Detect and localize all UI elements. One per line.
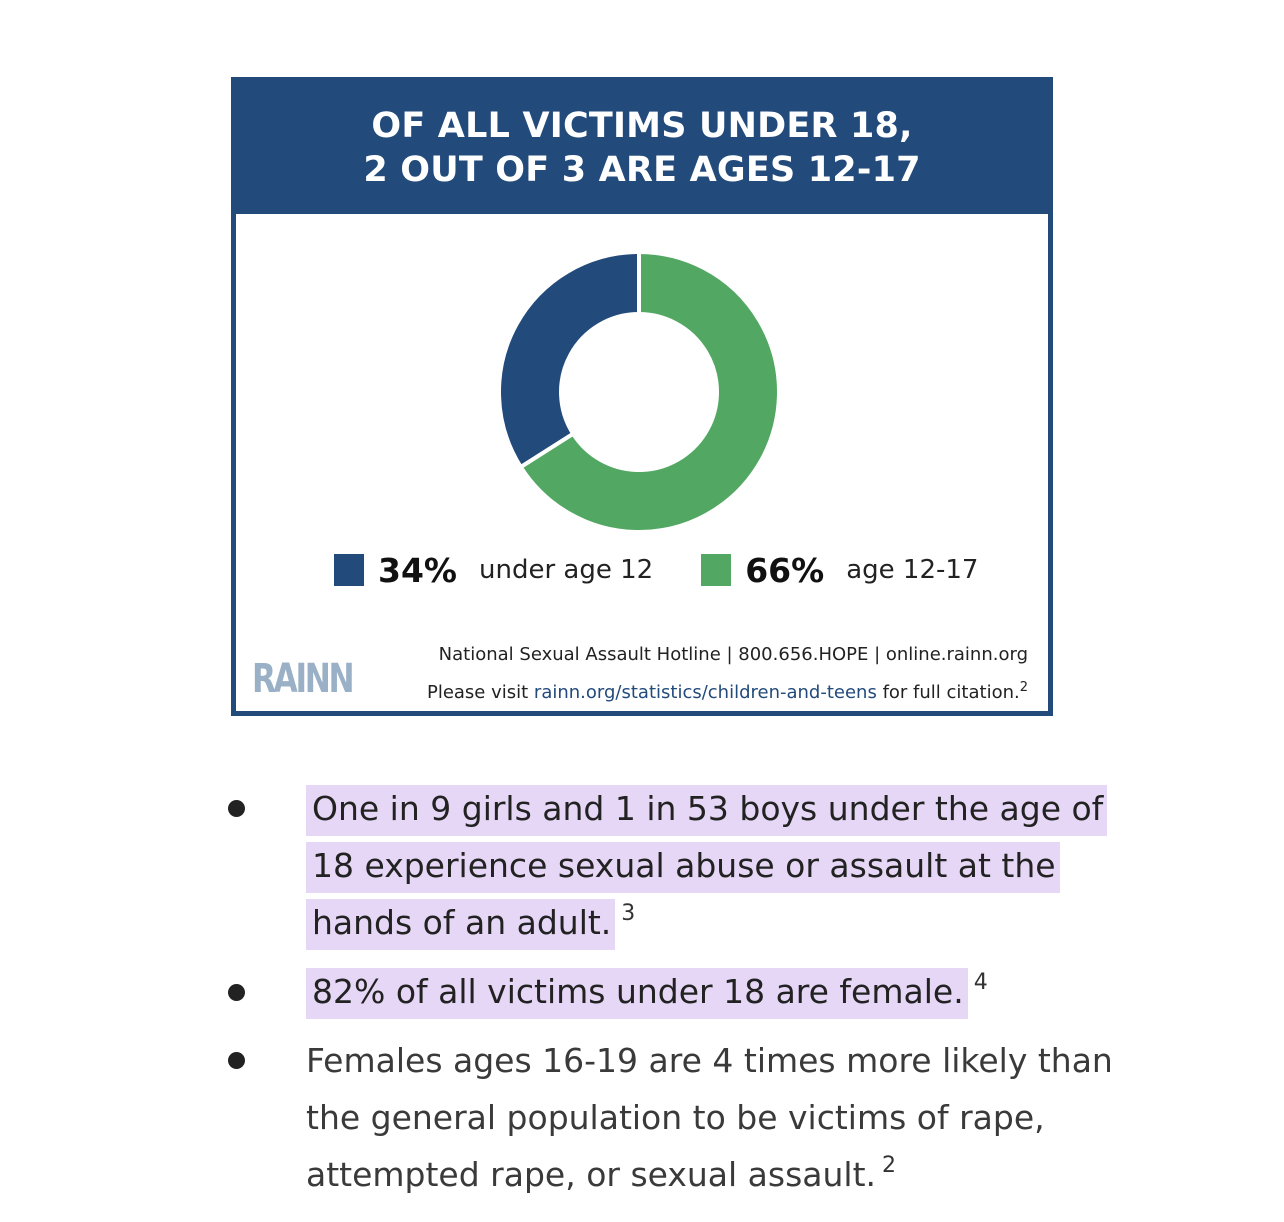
statistics-infographic [231,77,1053,716]
legend-swatch-green [701,554,731,586]
bullet-text-block [306,1032,1126,1208]
citation-superscript: 2 [1019,680,1028,695]
legend-swatch-navy [334,554,364,586]
citation-link[interactable]: rainn.org/statistics/children-and-teens [533,682,877,703]
citation-text [427,680,1028,703]
bullet-text-block [306,963,1126,1025]
bullet-text: 82% of all victims under 18 are female. [306,968,968,1019]
infographic-banner [236,82,1048,214]
citation-suffix: for full citation. [876,682,1020,703]
bullet-dot-icon [228,1052,245,1069]
legend-item-12-17 [701,551,978,590]
chart-legend [334,548,1026,592]
infographic-title-line-2: 2 OUT OF 3 ARE AGES 12-17 [363,150,921,190]
footnote-ref[interactable]: 3 [621,901,636,926]
donut-chart [494,247,784,537]
rainn-logo: RAINN [252,656,353,702]
footnote-ref[interactable]: 2 [882,1153,897,1178]
legend-label-12-17: age 12-17 [846,555,979,585]
bullet-text: One in 9 girls and 1 in 53 boys under the age of 18 experience sexual abuse or assault at the hands of an adult. [306,785,1107,950]
footnote-ref[interactable]: 4 [973,970,988,995]
hotline-text: National Sexual Assault Hotline | 800.656.HOPE | online.rainn.org [438,644,1028,665]
legend-item-under-12 [334,551,653,590]
bullet-text-block [306,780,1126,956]
legend-percent-12-17: 66% [745,550,825,590]
infographic-title-line-1: OF ALL VICTIMS UNDER 18, [371,106,913,146]
citation-prefix: Please visit [426,682,534,703]
bullet-text: Females ages 16-19 are 4 times more likely than the general population to be victims of rape, attempted rape, or sexual assault. [306,1041,1113,1194]
legend-label-under-12: under age 12 [479,555,654,585]
legend-percent-under-12: 34% [378,550,457,590]
bullet-dot-icon [228,984,245,1001]
bullet-dot-icon [228,800,245,817]
